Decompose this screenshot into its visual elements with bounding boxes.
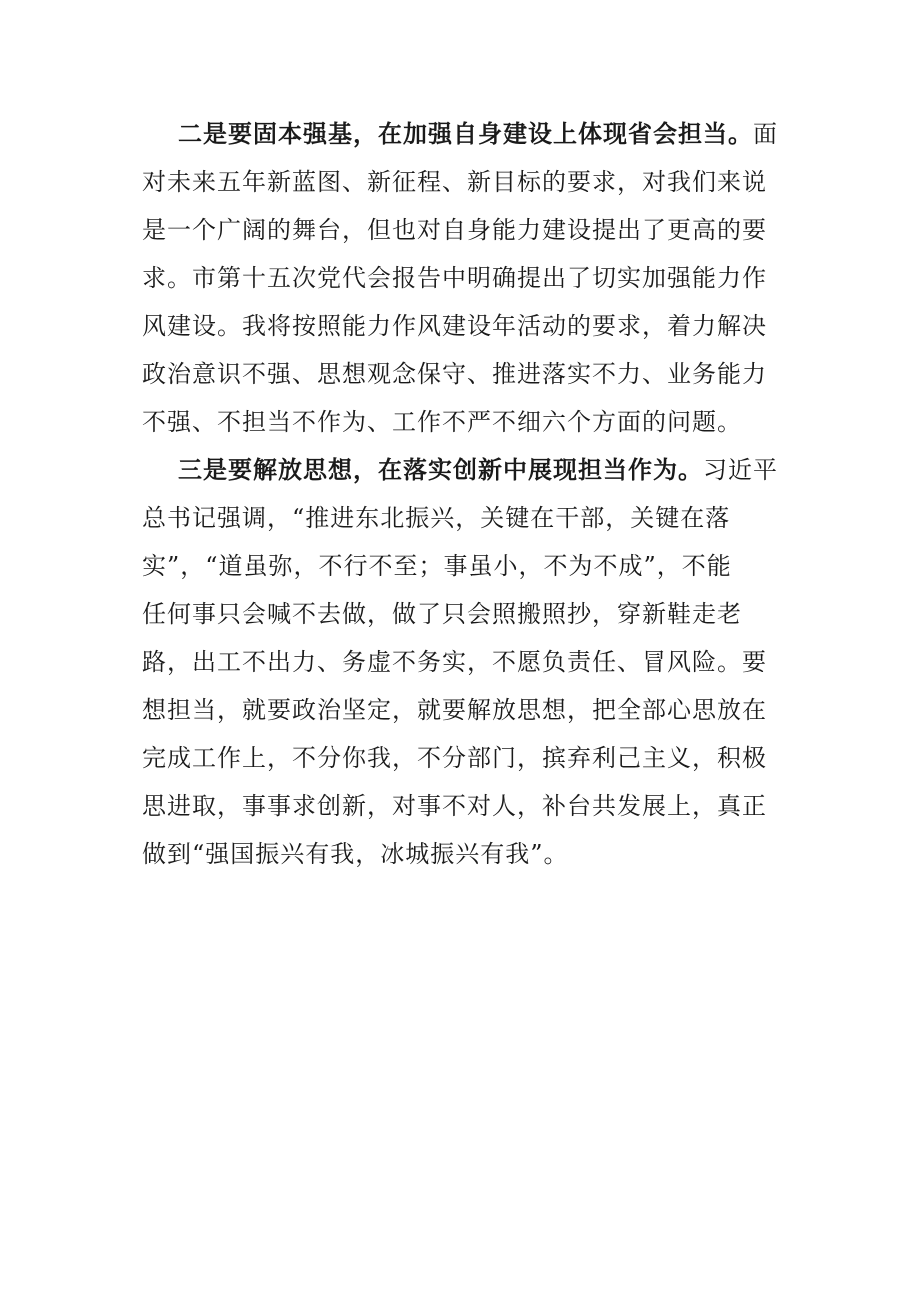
paragraph-line: 求。市第十五次党代会报告中明确提出了切实加强能力作 [142,264,767,292]
paragraph-line: 想担当，就要政治坚定，就要解放思想，把全部心思放在 [142,696,767,724]
paragraph-line: 路，出工不出力、务虚不务实，不愿负责任、冒风险。要 [142,648,767,676]
paragraph-2 [142,110,782,446]
paragraph-line: 实”，“道虽弥，不行不至；事虽小，不为不成”，不能 [142,552,732,580]
paragraph-line: 总书记强调，“推进东北振兴，关键在干部，关键在落 [142,504,731,532]
paragraph-heading: 二是要固本强基，在加强自身建设上体现省会担当。 [178,119,753,148]
paragraph-line: 做到“强国振兴有我，冰城振兴有我”。 [142,840,569,868]
line-text: 习近平 [703,456,778,484]
paragraph-3 [142,446,782,878]
line-text: 面 [753,120,778,148]
paragraph-line [142,446,782,494]
paragraph-line: 政治意识不强、思想观念保守、推进落实不力、业务能力 [142,360,767,388]
paragraph-line: 不强、不担当不作为、工作不严不细六个方面的问题。 [142,408,742,436]
paragraph-line: 完成工作上，不分你我，不分部门，摈弃利己主义，积极 [142,744,767,772]
document-body [142,110,782,878]
paragraph-line: 是一个广阔的舞台，但也对自身能力建设提出了更高的要 [142,216,767,244]
paragraph-heading: 三是要解放思想，在落实创新中展现担当作为。 [178,455,703,484]
paragraph-line: 思进取，事事求创新，对事不对人，补台共发展上，真正 [142,792,767,820]
paragraph-line [142,110,782,158]
paragraph-line: 对未来五年新蓝图、新征程、新目标的要求，对我们来说 [142,168,767,196]
paragraph-line: 任何事只会喊不去做，做了只会照搬照抄，穿新鞋走老 [142,600,742,628]
paragraph-line: 风建设。我将按照能力作风建设年活动的要求，着力解决 [142,312,767,340]
